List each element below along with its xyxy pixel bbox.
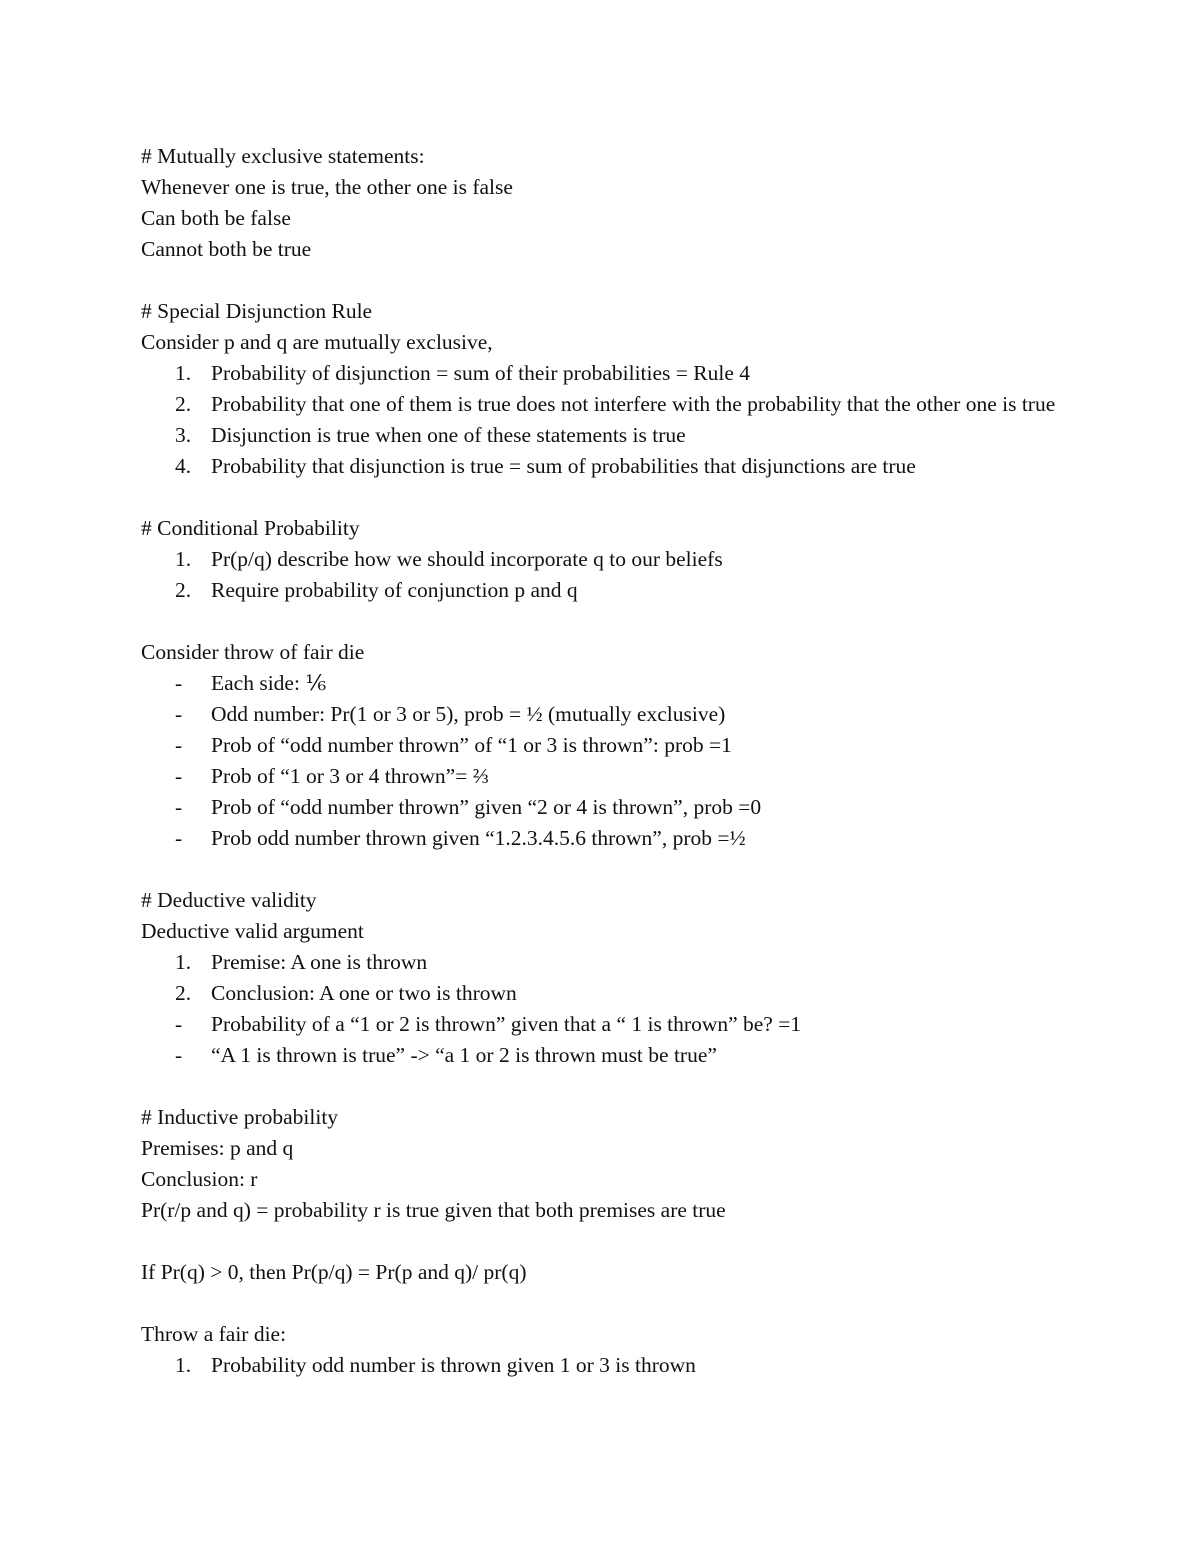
- list-item-text: Probability of disjunction = sum of their probabilities = Rule 4: [211, 361, 751, 385]
- section-heading-mutually-exclusive: # Mutually exclusive statements:: [141, 144, 425, 168]
- text-line: Consider throw of fair die: [141, 640, 365, 664]
- list-item-text: Premise: A one is thrown: [211, 950, 428, 974]
- list-marker: -: [175, 764, 183, 788]
- blank-line: [141, 482, 1061, 513]
- text-line: Conclusion: r: [141, 1167, 258, 1191]
- list-marker: -: [175, 733, 183, 757]
- formula-line: If Pr(q) > 0, then Pr(p/q) = Pr(p and q)/ pr(q): [141, 1260, 527, 1284]
- list-item-text: Prob of “odd number thrown” given “2 or 4 is thrown”, prob =0: [211, 795, 762, 819]
- list-marker: 1.: [175, 361, 192, 385]
- list-item: [141, 389, 1061, 420]
- list-item-text: “A 1 is thrown is true” -> “a 1 or 2 is thrown must be true”: [211, 1043, 717, 1067]
- list-item: [141, 358, 1061, 389]
- blank-line: [141, 1288, 1061, 1319]
- list-item: [141, 699, 1061, 730]
- text-line: Throw a fair die:: [141, 1322, 287, 1346]
- list-marker: 2.: [175, 392, 192, 416]
- list-marker: 1.: [175, 950, 192, 974]
- list-item: [141, 792, 1061, 823]
- blank-line: [141, 1226, 1061, 1257]
- list-marker: -: [175, 702, 183, 726]
- text-line: Premises: p and q: [141, 1136, 294, 1160]
- list-item: [141, 730, 1061, 761]
- list-item: [141, 1040, 1061, 1071]
- list-item: [141, 420, 1061, 451]
- text-line: Deductive valid argument: [141, 919, 364, 943]
- list-marker: 1.: [175, 547, 192, 571]
- blank-line: [141, 265, 1061, 296]
- section-heading-special-disjunction: # Special Disjunction Rule: [141, 299, 373, 323]
- section-heading-conditional-probability: # Conditional Probability: [141, 516, 360, 540]
- list-item-text: Disjunction is true when one of these statements is true: [211, 423, 686, 447]
- list-item-text: Prob of “1 or 3 or 4 thrown”= ⅔: [211, 764, 489, 788]
- list-item-text: Odd number: Pr(1 or 3 or 5), prob = ½ (mutually exclusive): [211, 702, 726, 726]
- section-heading-inductive-probability: # Inductive probability: [141, 1105, 339, 1129]
- list-item-text: Require probability of conjunction p and q: [211, 578, 578, 602]
- text-line: Pr(r/p and q) = probability r is true given that both premises are true: [141, 1198, 726, 1222]
- list-item-text: Each side: ⅙: [211, 671, 327, 695]
- list-item: [141, 978, 1061, 1009]
- list-item-text: Conclusion: A one or two is thrown: [211, 981, 517, 1005]
- list-marker: -: [175, 795, 183, 819]
- blank-line: [141, 1071, 1061, 1102]
- list-marker: -: [175, 1043, 183, 1067]
- blank-line: [141, 606, 1061, 637]
- list-item: [141, 761, 1061, 792]
- list-marker: -: [175, 826, 183, 850]
- list-item-text: Probability of a “1 or 2 is thrown” given that a “ 1 is thrown” be? =1: [211, 1012, 802, 1036]
- list-marker: 4.: [175, 454, 192, 478]
- list-marker: 2.: [175, 981, 192, 1005]
- text-line: Consider p and q are mutually exclusive,: [141, 330, 493, 354]
- list-item: [141, 544, 1061, 575]
- list-item-text: Prob odd number thrown given “1.2.3.4.5.6 thrown”, prob =½: [211, 826, 746, 850]
- document-page: [141, 141, 1061, 1381]
- list-item: [141, 451, 1061, 482]
- list-marker: -: [175, 1012, 183, 1036]
- list-item-text: Probability odd number is thrown given 1 or 3 is thrown: [211, 1353, 696, 1377]
- list-marker: -: [175, 671, 183, 695]
- list-item: [141, 947, 1061, 978]
- list-item-text: Pr(p/q) describe how we should incorporate q to our beliefs: [211, 547, 723, 571]
- list-marker: 1.: [175, 1353, 192, 1377]
- list-item-text: Prob of “odd number thrown” of “1 or 3 is thrown”: prob =1: [211, 733, 732, 757]
- text-line: Whenever one is true, the other one is false: [141, 175, 513, 199]
- list-marker: 2.: [175, 578, 192, 602]
- list-item: [141, 575, 1061, 606]
- list-item: [141, 823, 1061, 854]
- text-line: Cannot both be true: [141, 237, 312, 261]
- list-item: [141, 1350, 1061, 1381]
- text-line: Can both be false: [141, 206, 291, 230]
- blank-line: [141, 854, 1061, 885]
- list-item-text: Probability that one of them is true does not interfere with the probability that the other one is true: [211, 392, 1056, 416]
- list-item-text: Probability that disjunction is true = sum of probabilities that disjunctions are true: [211, 454, 916, 478]
- list-item: [141, 668, 1061, 699]
- section-heading-deductive-validity: # Deductive validity: [141, 888, 317, 912]
- list-marker: 3.: [175, 423, 192, 447]
- list-item: [141, 1009, 1061, 1040]
